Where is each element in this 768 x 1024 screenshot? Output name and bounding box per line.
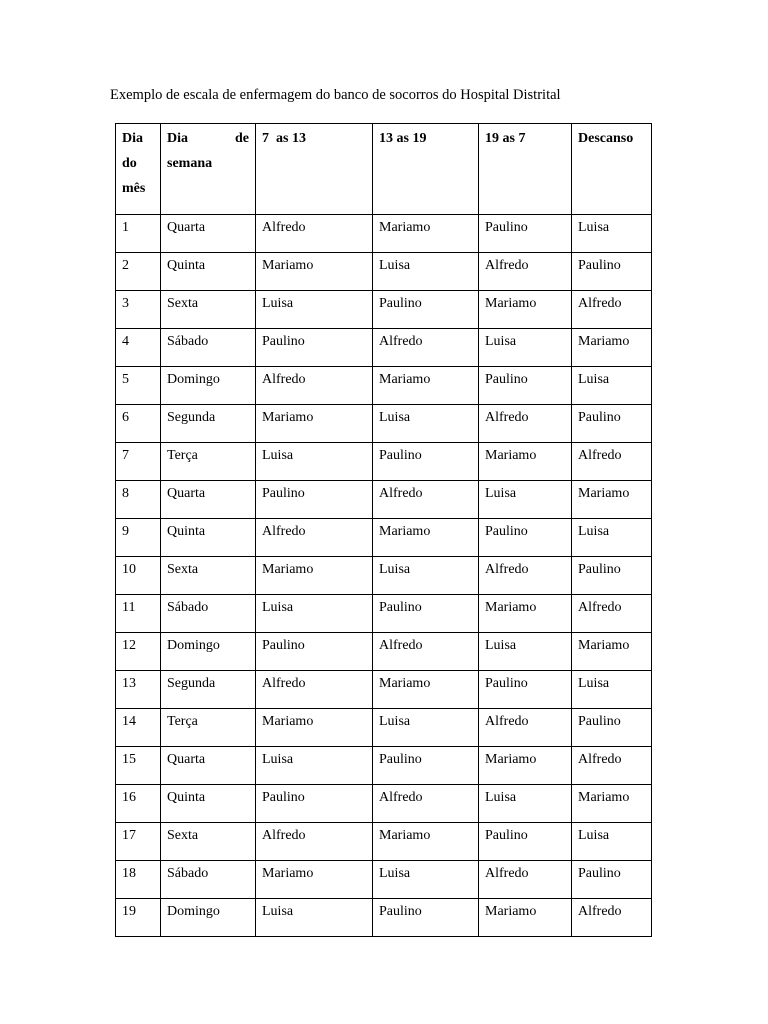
cell-turno-7-13: Luisa [256, 595, 373, 633]
cell-descanso: Luisa [572, 367, 652, 405]
cell-descanso: Mariamo [572, 633, 652, 671]
table-row [116, 405, 652, 443]
cell-turno-7-13: Alfredo [256, 367, 373, 405]
cell-turno-13-19: Alfredo [373, 329, 479, 367]
cell-descanso: Alfredo [572, 899, 652, 937]
cell-turno-7-13: Mariamo [256, 557, 373, 595]
cell-dia-do-mes: 4 [116, 329, 161, 367]
cell-dia-do-mes: 13 [116, 671, 161, 709]
cell-turno-13-19: Paulino [373, 747, 479, 785]
cell-turno-19-7: Luisa [479, 633, 572, 671]
cell-dia-semana: Domingo [161, 899, 256, 937]
table-row [116, 253, 652, 291]
cell-turno-13-19: Mariamo [373, 519, 479, 557]
cell-turno-7-13: Mariamo [256, 405, 373, 443]
cell-turno-13-19: Mariamo [373, 215, 479, 253]
cell-dia-do-mes: 8 [116, 481, 161, 519]
table-row [116, 367, 652, 405]
table-row [116, 291, 652, 329]
cell-dia-semana: Quarta [161, 747, 256, 785]
header-turno-7-13: 7 as 13 [256, 124, 373, 215]
cell-dia-do-mes: 6 [116, 405, 161, 443]
cell-turno-19-7: Paulino [479, 367, 572, 405]
cell-turno-13-19: Paulino [373, 443, 479, 481]
cell-dia-semana: Quarta [161, 481, 256, 519]
cell-descanso: Paulino [572, 709, 652, 747]
cell-turno-19-7: Luisa [479, 329, 572, 367]
cell-turno-19-7: Alfredo [479, 405, 572, 443]
cell-turno-13-19: Mariamo [373, 823, 479, 861]
cell-turno-19-7: Mariamo [479, 747, 572, 785]
table-caption: Exemplo de escala de enfermagem do banco de socorros do Hospital Distrital [110, 87, 561, 103]
cell-turno-19-7: Mariamo [479, 595, 572, 633]
cell-dia-semana: Segunda [161, 671, 256, 709]
table-row [116, 823, 652, 861]
cell-turno-13-19: Luisa [373, 557, 479, 595]
cell-dia-do-mes: 14 [116, 709, 161, 747]
cell-dia-do-mes: 12 [116, 633, 161, 671]
cell-dia-do-mes: 1 [116, 215, 161, 253]
cell-descanso: Luisa [572, 215, 652, 253]
cell-turno-19-7: Luisa [479, 481, 572, 519]
cell-dia-do-mes: 15 [116, 747, 161, 785]
cell-dia-do-mes: 18 [116, 861, 161, 899]
cell-turno-7-13: Alfredo [256, 215, 373, 253]
cell-turno-19-7: Mariamo [479, 443, 572, 481]
cell-turno-13-19: Luisa [373, 709, 479, 747]
cell-dia-do-mes: 11 [116, 595, 161, 633]
cell-turno-19-7: Alfredo [479, 709, 572, 747]
cell-turno-13-19: Luisa [373, 861, 479, 899]
table-row [116, 633, 652, 671]
table-row [116, 557, 652, 595]
table-row [116, 519, 652, 557]
header-dia-do-mes [116, 124, 161, 215]
table-row [116, 595, 652, 633]
nursing-schedule-table [115, 123, 652, 937]
cell-dia-do-mes: 17 [116, 823, 161, 861]
cell-dia-semana: Domingo [161, 367, 256, 405]
cell-turno-13-19: Mariamo [373, 671, 479, 709]
cell-turno-19-7: Paulino [479, 215, 572, 253]
cell-dia-semana: Sexta [161, 823, 256, 861]
cell-turno-7-13: Alfredo [256, 519, 373, 557]
cell-dia-do-mes: 19 [116, 899, 161, 937]
table-row [116, 899, 652, 937]
cell-dia-semana: Sábado [161, 329, 256, 367]
table-row [116, 443, 652, 481]
cell-turno-19-7: Paulino [479, 519, 572, 557]
schedule-body [116, 215, 652, 937]
cell-turno-19-7: Alfredo [479, 861, 572, 899]
cell-dia-do-mes: 5 [116, 367, 161, 405]
cell-turno-7-13: Mariamo [256, 709, 373, 747]
cell-dia-do-mes: 10 [116, 557, 161, 595]
header-dia-do-mes-line-1: Dia [122, 131, 143, 146]
cell-turno-7-13: Alfredo [256, 823, 373, 861]
cell-dia-semana: Quinta [161, 253, 256, 291]
cell-turno-19-7: Paulino [479, 823, 572, 861]
header-turno-13-19: 13 as 19 [373, 124, 479, 215]
cell-descanso: Mariamo [572, 329, 652, 367]
cell-turno-19-7: Alfredo [479, 253, 572, 291]
header-dia-do-mes-line-3: mês [122, 181, 146, 196]
cell-dia-semana: Sexta [161, 557, 256, 595]
cell-turno-13-19: Luisa [373, 405, 479, 443]
cell-descanso: Paulino [572, 557, 652, 595]
cell-dia-semana: Segunda [161, 405, 256, 443]
cell-turno-19-7: Mariamo [479, 291, 572, 329]
cell-turno-19-7: Luisa [479, 785, 572, 823]
cell-turno-13-19: Mariamo [373, 367, 479, 405]
cell-turno-7-13: Luisa [256, 291, 373, 329]
table-row [116, 785, 652, 823]
cell-descanso: Mariamo [572, 785, 652, 823]
cell-dia-semana: Terça [161, 443, 256, 481]
cell-dia-do-mes: 16 [116, 785, 161, 823]
cell-turno-19-7: Mariamo [479, 899, 572, 937]
table-row [116, 481, 652, 519]
header-dia-semana-word-2: de [235, 131, 249, 146]
cell-dia-do-mes: 7 [116, 443, 161, 481]
cell-dia-semana: Quinta [161, 785, 256, 823]
cell-turno-13-19: Alfredo [373, 481, 479, 519]
table-row [116, 671, 652, 709]
header-turno-19-7: 19 as 7 [479, 124, 572, 215]
cell-descanso: Luisa [572, 823, 652, 861]
header-descanso: Descanso [572, 124, 652, 215]
header-dia-semana-word-1: Dia [167, 131, 188, 146]
cell-turno-13-19: Paulino [373, 899, 479, 937]
cell-turno-19-7: Paulino [479, 671, 572, 709]
cell-turno-7-13: Paulino [256, 481, 373, 519]
cell-descanso: Luisa [572, 671, 652, 709]
cell-descanso: Alfredo [572, 747, 652, 785]
header-dia-semana-line-2: semana [167, 156, 213, 171]
cell-dia-semana: Terça [161, 709, 256, 747]
cell-turno-7-13: Luisa [256, 747, 373, 785]
cell-descanso: Paulino [572, 861, 652, 899]
header-dia-do-mes-line-2: do [122, 156, 137, 171]
table-row [116, 329, 652, 367]
cell-turno-13-19: Paulino [373, 291, 479, 329]
cell-turno-7-13: Paulino [256, 785, 373, 823]
cell-descanso: Paulino [572, 405, 652, 443]
cell-dia-semana: Sexta [161, 291, 256, 329]
cell-dia-semana: Quinta [161, 519, 256, 557]
cell-dia-semana: Quarta [161, 215, 256, 253]
cell-turno-19-7: Alfredo [479, 557, 572, 595]
cell-turno-7-13: Paulino [256, 633, 373, 671]
cell-turno-7-13: Luisa [256, 443, 373, 481]
cell-descanso: Paulino [572, 253, 652, 291]
header-dia-da-semana [161, 124, 256, 215]
cell-turno-7-13: Mariamo [256, 253, 373, 291]
cell-dia-do-mes: 2 [116, 253, 161, 291]
cell-turno-13-19: Alfredo [373, 633, 479, 671]
cell-turno-7-13: Paulino [256, 329, 373, 367]
cell-turno-13-19: Alfredo [373, 785, 479, 823]
header-row [116, 124, 652, 215]
cell-dia-semana: Domingo [161, 633, 256, 671]
cell-dia-semana: Sábado [161, 861, 256, 899]
cell-turno-7-13: Mariamo [256, 861, 373, 899]
cell-turno-7-13: Alfredo [256, 671, 373, 709]
cell-turno-13-19: Luisa [373, 253, 479, 291]
table-row [116, 709, 652, 747]
cell-dia-do-mes: 3 [116, 291, 161, 329]
cell-turno-7-13: Luisa [256, 899, 373, 937]
table-row [116, 861, 652, 899]
cell-descanso: Alfredo [572, 291, 652, 329]
cell-dia-semana: Sábado [161, 595, 256, 633]
cell-descanso: Luisa [572, 519, 652, 557]
table-row [116, 747, 652, 785]
cell-descanso: Alfredo [572, 595, 652, 633]
cell-descanso: Alfredo [572, 443, 652, 481]
cell-dia-do-mes: 9 [116, 519, 161, 557]
table-row [116, 215, 652, 253]
cell-turno-13-19: Paulino [373, 595, 479, 633]
cell-descanso: Mariamo [572, 481, 652, 519]
